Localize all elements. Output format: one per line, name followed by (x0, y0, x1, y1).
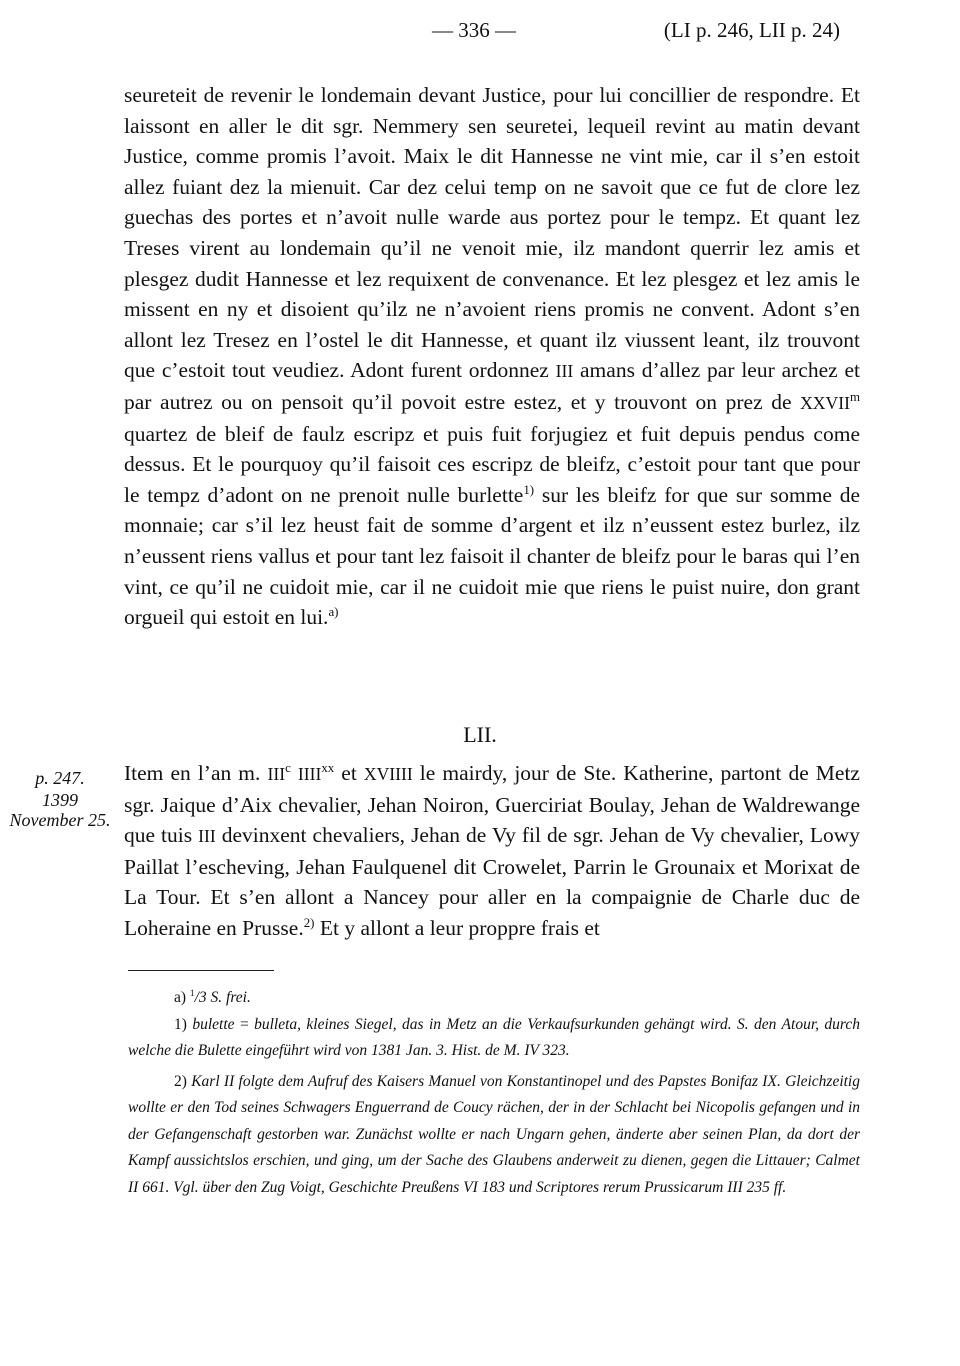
footnote-text: bulleta, kleines Siegel, das in Metz an die Verkaufsurkunden gehängt wird. S. den Atour, durch welche die Bulette eingeführt wird von 1381 Jan. 3. Hist. de M. IV 323. (128, 1015, 861, 1059)
text-run: sur les bleifz for que sur somme de monnaie; car s’il lez heust fait de somme d’argent et ilz n’eussent estez burlez, ilz n’eussent riens vallus et pour tant lez faisoit il chanter de bleifz pour le baras qui l’en vint, ce qu’il ne cuidoit mie, car il ne cuidoit mie que riens le puist nuire, don grant orgueil qui estoit en lui. (124, 482, 860, 630)
footnote-divider (128, 970, 274, 971)
footnote-2 (128, 1069, 860, 1202)
footnote-marker-2: 2) (303, 915, 315, 930)
footnote-a (128, 985, 860, 1012)
text-run: Item en l’an m. (124, 761, 268, 785)
superscript: c (285, 760, 291, 775)
page-reference: (LI p. 246, LII p. 24) (663, 18, 840, 42)
roman-numeral: XXVII (800, 392, 850, 413)
roman-numeral: III (555, 361, 574, 382)
footnote-text: = (234, 1015, 255, 1033)
margin-note-date: November 25. (9, 810, 111, 830)
page-header (0, 12, 960, 52)
footnote-1 (128, 1012, 860, 1065)
footnote-text: /3 S. frei. (194, 989, 251, 1006)
superscript: 1 (189, 988, 195, 999)
text-run: seureteit de revenir le londemain devant Justice, pour lui concillier de respondre. Et laissont en aller le dit sgr. Nemmery sen seuretei, lequeil revint au matin devant Justice, comme promis l’avoit. Maix le dit Hannesse ne vint mie, car il s’en estoit allez fuiant dez la mienuit. Car dez celui temp on ne savoit que ce fut de clore lez guechas des portes et n’avoit nulle warde aus portez pour le tempz. Et quant lez Treses virent au londemain qu’il ne venoit mie, ilz mandont querrir lez amis et plesgez dudit Hannesse et lez requixent de convenance. Et lez plesgez et lez amis le missent en ny et disoient qu’ilz ne n’avoient riens promis ne convent. Adont s’en allont lez Tresez en l’ostel le dit Hannesse, et quant ilz viussent leant, ilz trouvont que c’estoit tout veudiez. Adont furent ordonnez (124, 83, 860, 383)
superscript: m (849, 389, 860, 404)
superscript: xx (321, 760, 335, 775)
footnote-marker-a: a) (328, 604, 339, 619)
paragraph-li-continuation (124, 80, 860, 633)
margin-note-year: 1399 (42, 790, 78, 810)
text-run: devinxent chevaliers, Jehan de Vy fil de sgr. Jehan de Vy chevalier, Lowy Paillat l’escheving, Jehan Faulquenel dit Crowelet, Parrin le Grounaix et Morixat de La Tour. Et s’en allont a Nancey pour aller en la compaignie de Charle duc de Loheraine en Prusse. (124, 823, 861, 940)
text-run: et (334, 761, 364, 785)
footnote-text: Karl II folgte dem Aufruf des Kaisers Manuel von Konstantinopel und des Papstes Bonifaz IX. Gleichzeitig wollte er den Tod seines Schwagers Enguerrand de Coucy rächen, der in der Schlacht bei Nicopolis gefangen und in der Gefangenschaft gestorben war. Zunächst wollte er nach Ungarn gehen, änderte aber seinen Plan, da dort der Kampf aussichtslos erschien, und ging, um der Sache des Glaubens anderweit zu dienen, gegen die Littauer; Calmet II 661. Vgl. über den Zug Voigt, Geschichte Preußens VI 183 und Scriptores rerum Prussicarum III 235 ff. (128, 1072, 860, 1196)
paragraph-lii (124, 758, 860, 944)
margin-note-page: p. 247. (35, 768, 85, 788)
footnote-text: bulette (192, 1015, 235, 1033)
text-run: Et y allont a leur proppre frais et (314, 915, 600, 940)
roman-numeral: III (267, 764, 286, 784)
text-run: amans d’allez par leur archez et par autrez ou on pensoit qu’il povoit estre estez, et y trouvont on prez de (124, 358, 860, 414)
footnote-label: a) (174, 989, 187, 1006)
footnote-label: 2) (174, 1072, 187, 1090)
text-run: le mairdy, jour de Ste. Katherine, partont de Metz sgr. Jaique d’Aix chevalier, Jehan Noiron, Guerciriat Boulay, Jehan de Waldrewange que tuis (124, 761, 860, 848)
footnotes (128, 985, 860, 1201)
text-run: quartez de bleif de faulz escripz et puis fuit forjugiez et fuit depuis pendus come dessus. Et le pourquoy qu’il faisoit ces escripz de bleifz, c’estoit pour tant que pour le tempz d’adont on ne prenoit nulle burlette (124, 421, 860, 507)
footnote-label: 1) (174, 1015, 187, 1033)
page-number: — 336 — (432, 18, 516, 42)
roman-numeral: IIII (297, 764, 322, 784)
roman-numeral: III (198, 826, 216, 847)
section-heading-lii: LII. (463, 722, 497, 747)
footnote-marker-1: 1) (523, 482, 535, 497)
roman-numeral: XVIIII (363, 764, 413, 784)
